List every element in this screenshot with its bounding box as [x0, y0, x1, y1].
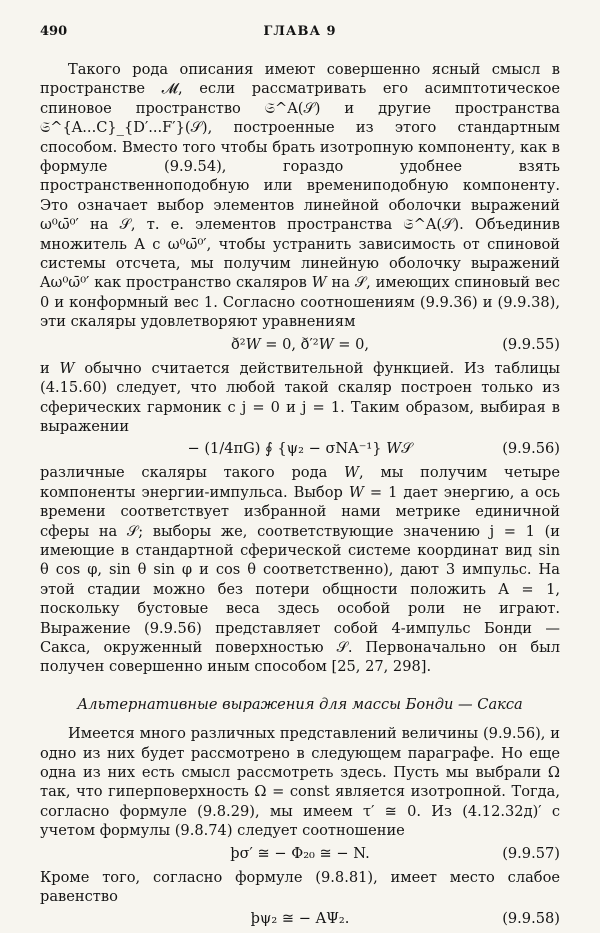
paragraph-2: и 𝑊 обычно считается действительной функцией. Из таблицы (4.15.60) следует, что любой такой скаляр построен только из сферических гармоник с j = 0 и j = 1. Таким образом, выбирая в выражении: [40, 359, 560, 435]
equation-number: (9.9.55): [502, 335, 560, 353]
equation-9-9-56: [40, 437, 560, 461]
page-number: 490: [40, 24, 68, 39]
paragraph-4: Имеется много различных представлений величины (9.9.56), и одно из них будет рассмотрено в следующем параграфе. Но еще одна из них есть смысл рассмотреть здесь. Пусть мы выбрали Ω так, что гиперповерхность Ω = const является изотропной. Тогда, согласно формуле (9.8.29), мы имеем τ′ ≅ 0. Из (4.12.32д)′ с учетом формулы (9.8.74) следует соотношение: [40, 725, 560, 840]
chapter-title: ГЛАВА 9: [263, 24, 337, 39]
paragraph-3: различные скаляры такого рода 𝑊, мы получим четыре компоненты энергии-импульса. Выбор 𝑊 = 1 дает энергию, а ось времени соответствует избранной нами метрике единичной сферы на 𝒮; выборы же, соответствующие значению j = 1 (и имеющие в стандартной сферической системе координат вид sin θ cos φ, sin θ sin φ и cos θ соответственно), дают 3 импульс. На этой стадии можно без потери общности положить A = 1, поскольку бустовые веса здесь особой роли не играют. Выражение (9.9.56) представляет собой 4-импульс Бонди — Сакса, окруженный поверхностью 𝒮. Первоначально он был получен совершенно иным способом [25, 27, 298].: [40, 464, 560, 676]
equation-9-9-58: [40, 907, 560, 931]
equation-expression: þσ′ ≅ − Φ₂₀ ≅ − N.: [230, 844, 370, 862]
equation-expression: ð²𝑊 = 0, ð′²𝑊 = 0,: [230, 335, 370, 353]
equation-expression: − (1/4πG) ∮ {ψ₂ − σNA⁻¹} 𝑊𝒮: [187, 440, 413, 458]
paragraph-1: Такого рода описания имеют совершенно ясный смысл в пространстве 𝓜, если рассматривать его асимптотическое спиновое пространство 𝔖^A(𝒮) и другие пространства 𝔖^{A...C}_{D′...F′}(𝒮), построенные из этого стандартным способом. Вместо того чтобы брать изотропную компоненту, как в формуле (9.9.54), гораздо удобнее взять пространственноподобную или времениподобную компоненту. Это означает выбор элементов линейной оболочки выражений ω⁰ω̄⁰′ на 𝒮, т. е. элементов пространства 𝔖^A(𝒮). Объединив множитель A с ω⁰ω̄⁰′, чтобы устранить зависимость от спиновой системы отсчета, мы получим линейную оболочку выражений Aω⁰ω̄⁰′ как пространство скаляров 𝑊 на 𝒮, имеющих спиновый вес 0 и конформный вес 1. Согласно соотношениям (9.9.36) и (9.9.38), эти скаляры удовлетворяют уравнениям: [40, 61, 560, 331]
running-header: [40, 24, 560, 42]
equation-9-9-55: [40, 333, 560, 357]
equation-number: (9.9.56): [502, 440, 560, 458]
equation-number: (9.9.58): [502, 910, 560, 928]
paragraph-5: Кроме того, согласно формуле (9.8.81), имеет место слабое равенство: [40, 868, 560, 906]
equation-9-9-57: [40, 842, 560, 866]
equation-number: (9.9.57): [502, 844, 560, 862]
equation-expression: þψ₂ ≅ − AΨ₂.: [250, 910, 350, 928]
section-heading: Альтернативные выражения для массы Бонди — Сакса: [77, 695, 523, 713]
page-body: [40, 60, 560, 933]
